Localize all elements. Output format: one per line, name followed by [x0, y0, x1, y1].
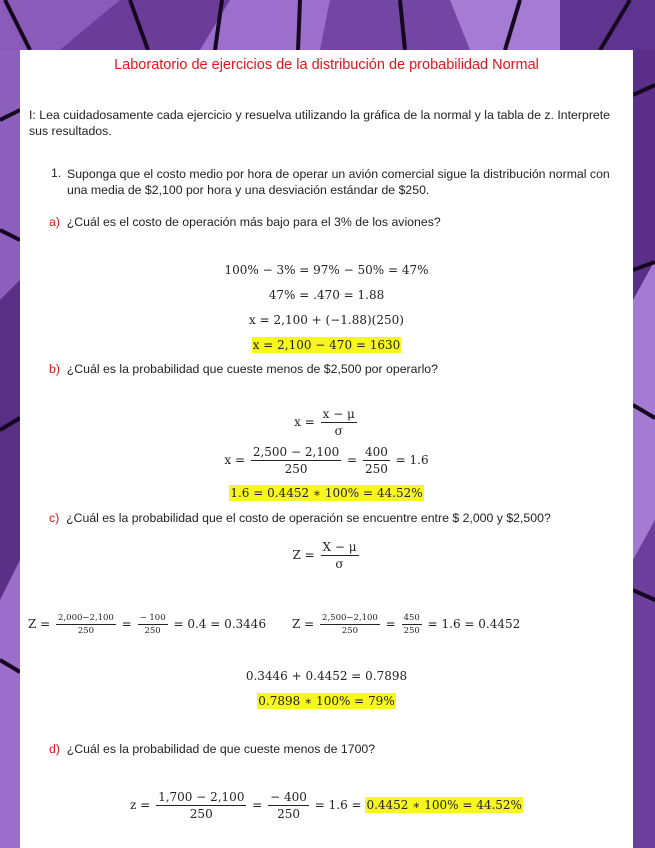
part-c-answer: [20, 694, 633, 708]
part-b-answer-highlight: 1.6 = 0.4452 ∗ 100% = 44.52%: [230, 486, 423, 500]
part-d-answer-highlight: 0.4452 ∗ 100% = 44.52%: [366, 798, 522, 812]
part-b-answer: [20, 486, 633, 500]
part-b-text: ¿Cuál es la probabilidad que cueste menos de $2,500 por operarlo?: [66, 362, 438, 376]
d-fraction-2: $\frac{- 400}{250}$: [270, 790, 307, 821]
part-c-sum: 0.3446 + 0.4452 = 0.7898: [245, 669, 408, 683]
part-b-calculation: x = $\frac{2,500 - 2,100}{250}$ = $\frac{400}{250}$ = 1.6: [224, 445, 429, 476]
part-a-step-3: x = 2,100 + (−1.88)(250): [249, 313, 404, 327]
z2-fraction-1: $\frac{2,500-2,100}{250}$: [322, 613, 378, 636]
part-a-answer-highlight: x = 2,100 − 470 = 1630: [252, 338, 401, 352]
instructions-text: I: Lea cuidadosamente cada ejercicio y resuelva utilizando la gráfica de la normal y la tabla de z. Interprete sus resultados.: [29, 108, 611, 138]
z2-result: = 1.6 = 0.4452: [427, 617, 521, 631]
problem-number: 1.: [51, 166, 62, 180]
part-a-step-1: 100% − 3% = 97% − 50% = 47%: [224, 263, 429, 277]
z1-fraction-2: $\frac{- 100}{250}$: [139, 613, 166, 636]
part-a-text: ¿Cuál es el costo de operación más bajo para el 3% de los aviones?: [66, 215, 441, 229]
part-c-question: [49, 511, 551, 525]
calc-fraction-1: $\frac{2,500 - 2,100}{250}$: [252, 445, 340, 476]
part-b-question: [49, 362, 438, 376]
z-formula-fraction: $\frac{X - \mu}{\sigma}$: [322, 540, 357, 571]
part-a-question: [49, 215, 441, 229]
part-d-text: ¿Cuál es la probabilidad de que cueste menos de 1700?: [66, 742, 376, 756]
part-c-label: c): [49, 511, 60, 525]
part-b-label: b): [49, 362, 60, 376]
z-formula-lhs: Z =: [292, 548, 315, 562]
calc-lhs: x =: [224, 453, 245, 467]
part-a-label: a): [49, 215, 60, 229]
document-title: Laboratorio de ejercicios de la distribución de probabilidad Normal: [114, 57, 539, 73]
problem-statement: Suponga que el costo medio por hora de operar un avión comercial sigue la distribución normal con una media de $2,100 por hora y una desviación estándar de $250.: [67, 167, 610, 197]
part-c-z2-calculation: Z = $\frac{2,500-2,100}{250}$ = $\frac{450}{250}$ = 1.6 = 0.4452: [292, 613, 521, 636]
calc-result: = 1.6: [395, 453, 429, 467]
formula-fraction: $\frac{x - \mu}{\sigma}$: [322, 407, 355, 438]
d-fraction-1: $\frac{1,700 - 2,100}{250}$: [158, 790, 245, 821]
part-c-z1-calculation: Z = $\frac{2,000-2,100}{250}$ = $\frac{- 100}{250}$ = 0.4 = 0.3446: [28, 613, 267, 636]
part-a-step-2: 47% = .470 = 1.88: [268, 288, 385, 302]
part-c-formula: [20, 540, 633, 571]
part-a-answer: [20, 338, 633, 352]
part-d-label: d): [49, 742, 60, 756]
part-b-formula: [20, 407, 633, 438]
z1-result: = 0.4 = 0.3446: [173, 617, 267, 631]
calc-fraction-2: $\frac{400}{250}$: [364, 445, 388, 476]
z1-fraction-1: $\frac{2,000-2,100}{250}$: [58, 613, 114, 636]
z2-fraction-2: $\frac{450}{250}$: [403, 613, 420, 636]
part-d-question: [49, 742, 375, 756]
part-d-calculation: z = $\frac{1,700 - 2,100}{250}$ = $\frac{- 400}{250}$ = 1.6 = 0.4452 ∗ 100% = 44.52%: [130, 790, 522, 821]
part-c-text: ¿Cuál es la probabilidad que el costo de operación se encuentre entre $ 2,000 y $2,500?: [66, 511, 551, 525]
formula-lhs: x =: [294, 415, 315, 429]
part-c-answer-highlight: 0.7898 ∗ 100% = 79%: [258, 694, 395, 708]
document-page: [20, 50, 633, 848]
